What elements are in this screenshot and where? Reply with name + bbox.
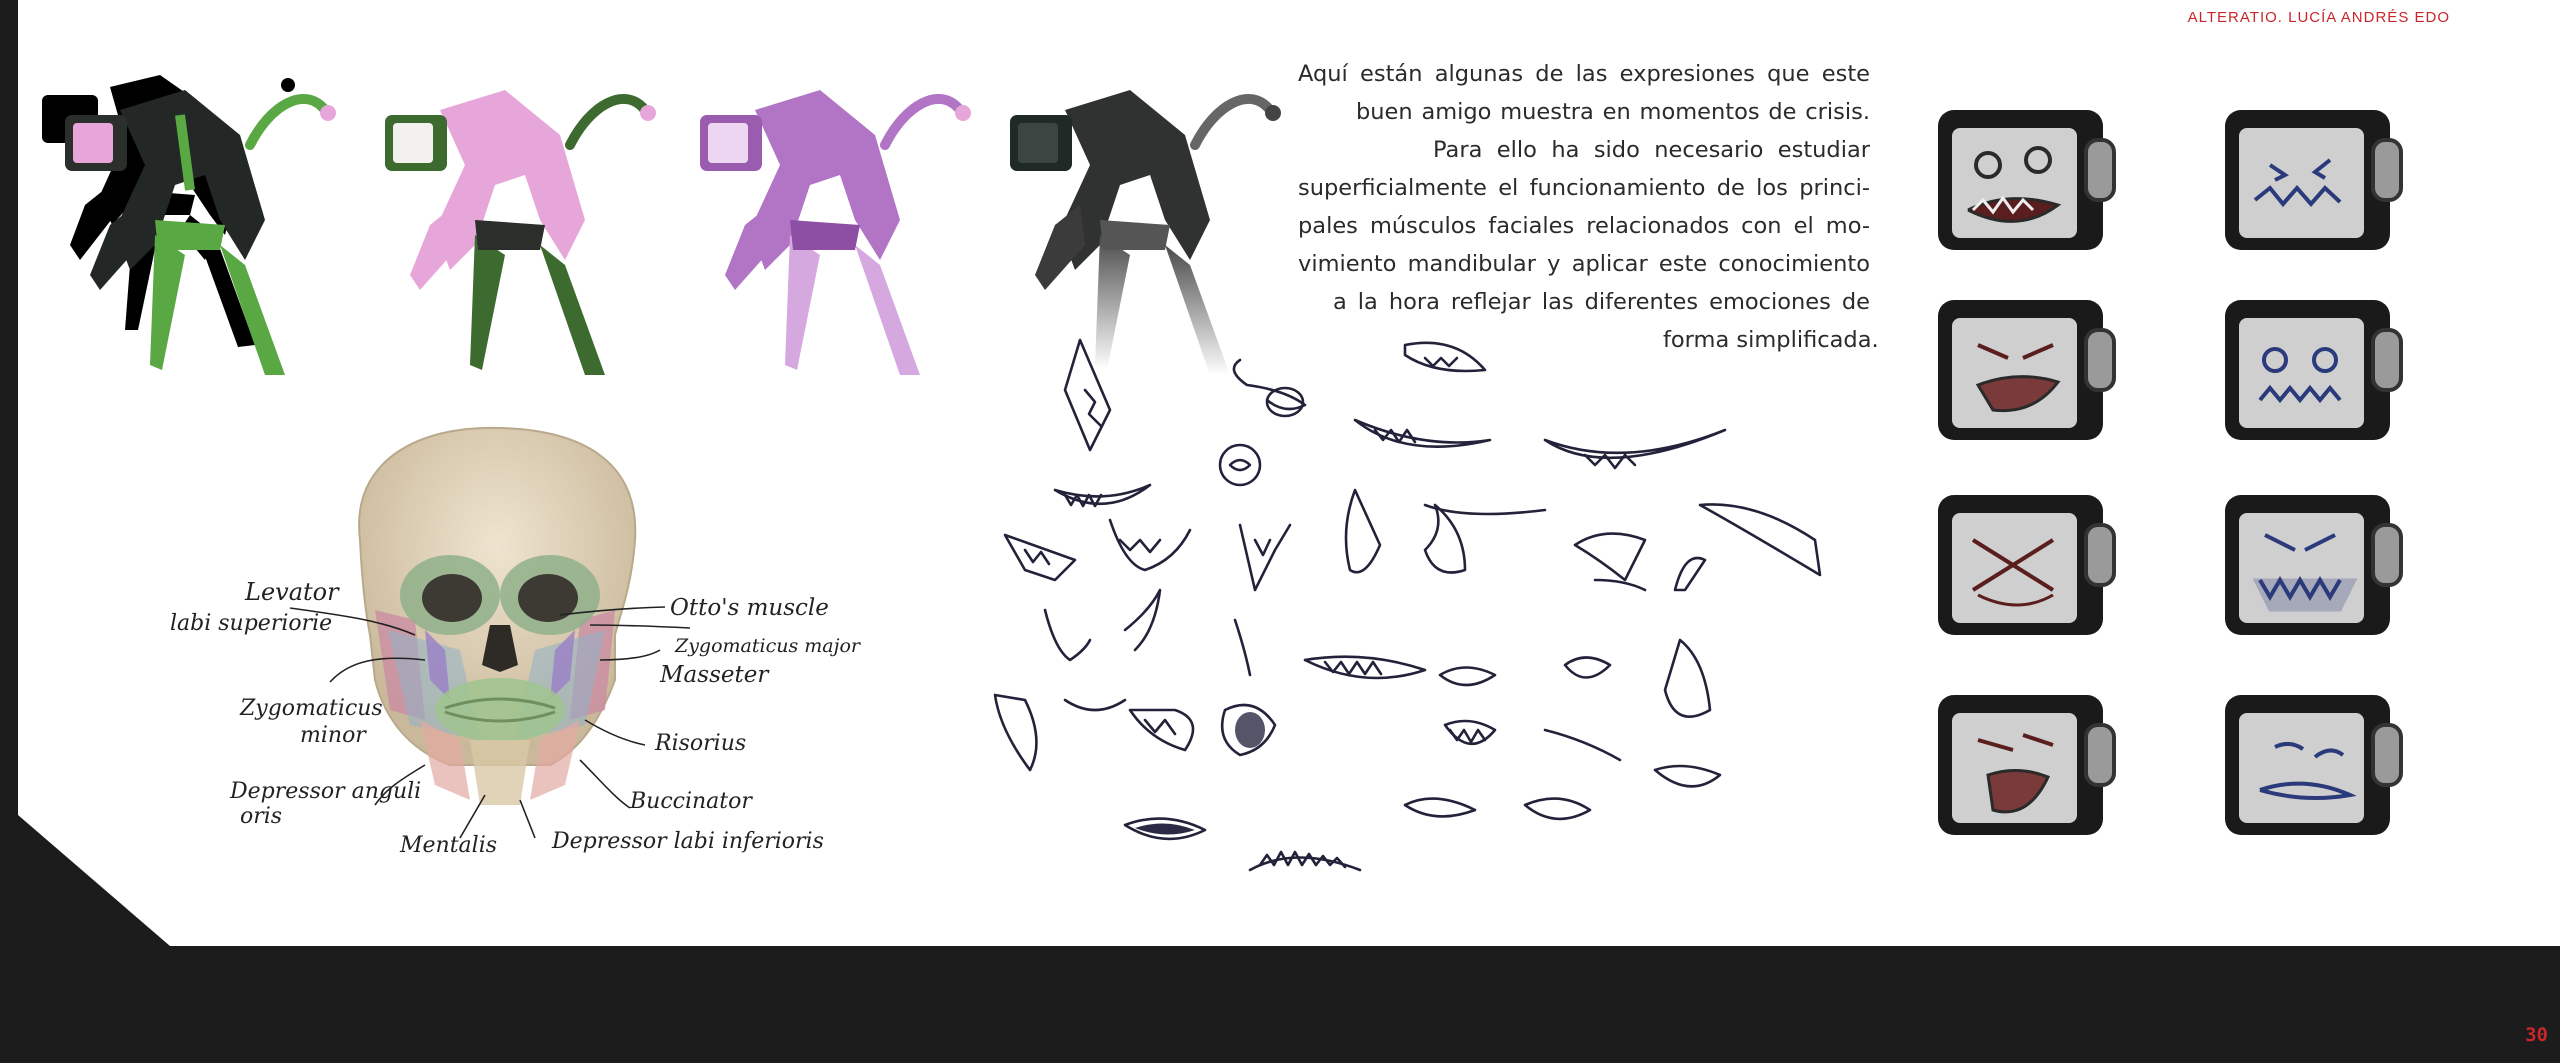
body-line: a la hora reflejar las diferentes emociones de bbox=[1333, 289, 1870, 315]
label-zygomaticus-minor-2: minor bbox=[300, 723, 366, 748]
body-line: superficialmente el funcionamiento de los princi- bbox=[1298, 175, 1870, 201]
body-line: Para ello ha sido necesario estudiar bbox=[1433, 137, 1870, 163]
label-masseter: Masseter bbox=[660, 662, 769, 688]
label-zygomaticus-minor: Zygomaticus bbox=[240, 696, 383, 721]
page-number: 30 bbox=[2525, 1024, 2548, 1046]
body-paragraph bbox=[1298, 55, 1879, 359]
expression-face bbox=[1938, 495, 2114, 635]
page-frame-left bbox=[0, 0, 18, 946]
character-variant-3 bbox=[695, 75, 985, 355]
body-line: Aquí están algunas de las expresiones que este bbox=[1298, 61, 1870, 87]
mouth-sketches bbox=[985, 330, 1825, 890]
body-line: forma simplificada. bbox=[1663, 327, 1879, 353]
expression-face bbox=[2225, 495, 2401, 635]
label-buccinator: Buccinator bbox=[630, 789, 752, 814]
expression-face bbox=[2225, 695, 2401, 835]
label-levator-2: labi superiorie bbox=[170, 611, 333, 636]
mouth-sketch-group bbox=[995, 340, 1820, 870]
body-line: buen amigo muestra en momentos de crisis. bbox=[1356, 99, 1870, 125]
label-depressor-labii: Depressor labi inferioris bbox=[552, 829, 824, 854]
expression-faces-grid bbox=[1920, 95, 2420, 855]
label-mentalis: Mentalis bbox=[400, 833, 498, 858]
label-levator: Levator bbox=[245, 578, 339, 606]
label-depressor-anguli-2: oris bbox=[240, 804, 283, 829]
body-line: vimiento mandibular y aplicar este conocimiento bbox=[1298, 251, 1870, 277]
label-zygomaticus-major: Zygomaticus major bbox=[675, 635, 861, 657]
expression-face bbox=[1938, 695, 2114, 835]
character-variant-2 bbox=[380, 75, 670, 355]
label-depressor-anguli: Depressor anguli bbox=[230, 779, 422, 804]
character-variant-1 bbox=[60, 75, 350, 355]
expression-face bbox=[1938, 300, 2114, 440]
running-head: ALTERATIO. LUCÍA ANDRÉS EDO bbox=[2187, 9, 2450, 26]
label-ottos-muscle: Otto's muscle bbox=[670, 595, 829, 621]
expression-face bbox=[1938, 110, 2114, 250]
label-risorius: Risorius bbox=[655, 731, 747, 756]
skull-anatomy-study bbox=[160, 420, 940, 880]
expression-face bbox=[2225, 300, 2401, 440]
expression-face bbox=[2225, 110, 2401, 250]
body-line: pales músculos faciales relacionados con el mo- bbox=[1298, 213, 1870, 239]
character-variant-4 bbox=[1005, 75, 1295, 355]
